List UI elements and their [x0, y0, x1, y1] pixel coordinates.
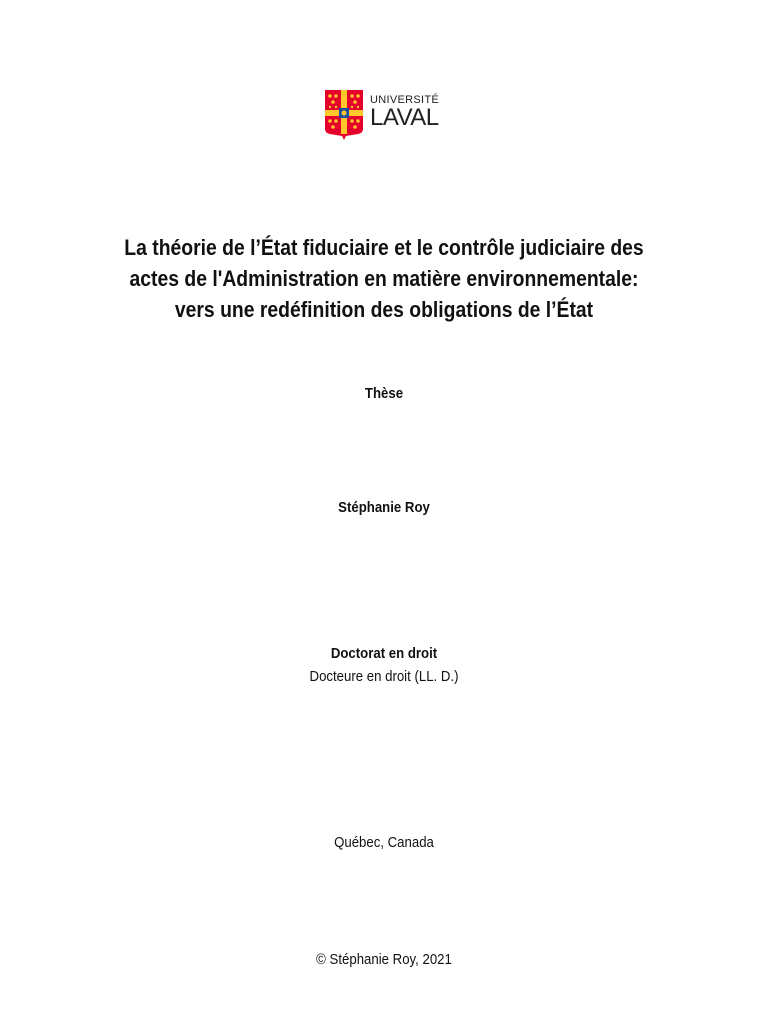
copyright-notice: © Stéphanie Roy, 2021	[316, 951, 452, 968]
author-name: Stéphanie Roy	[338, 499, 430, 516]
document-type: Thèse	[364, 385, 404, 402]
title-line-2: actes de l'Administration en matière environnementale:	[129, 266, 639, 291]
program-name: Doctorat en droit	[330, 645, 438, 662]
logo-line-universite: UNIVERSITÉ	[370, 94, 440, 106]
coat-of-arms-icon	[324, 89, 364, 141]
title-line-1: La théorie de l’État fiduciaire et le contrôle judiciaire des	[124, 235, 644, 260]
title-line-3: vers une redéfinition des obligations de l’État	[174, 297, 594, 322]
degree-name: Docteure en droit (LL. D.)	[309, 668, 459, 685]
universite-laval-logo	[324, 89, 439, 141]
location: Québec, Canada	[334, 834, 434, 851]
logo-wordmark	[370, 89, 439, 130]
logo-line-laval: LAVAL	[370, 104, 439, 131]
thesis-title	[54, 232, 714, 325]
